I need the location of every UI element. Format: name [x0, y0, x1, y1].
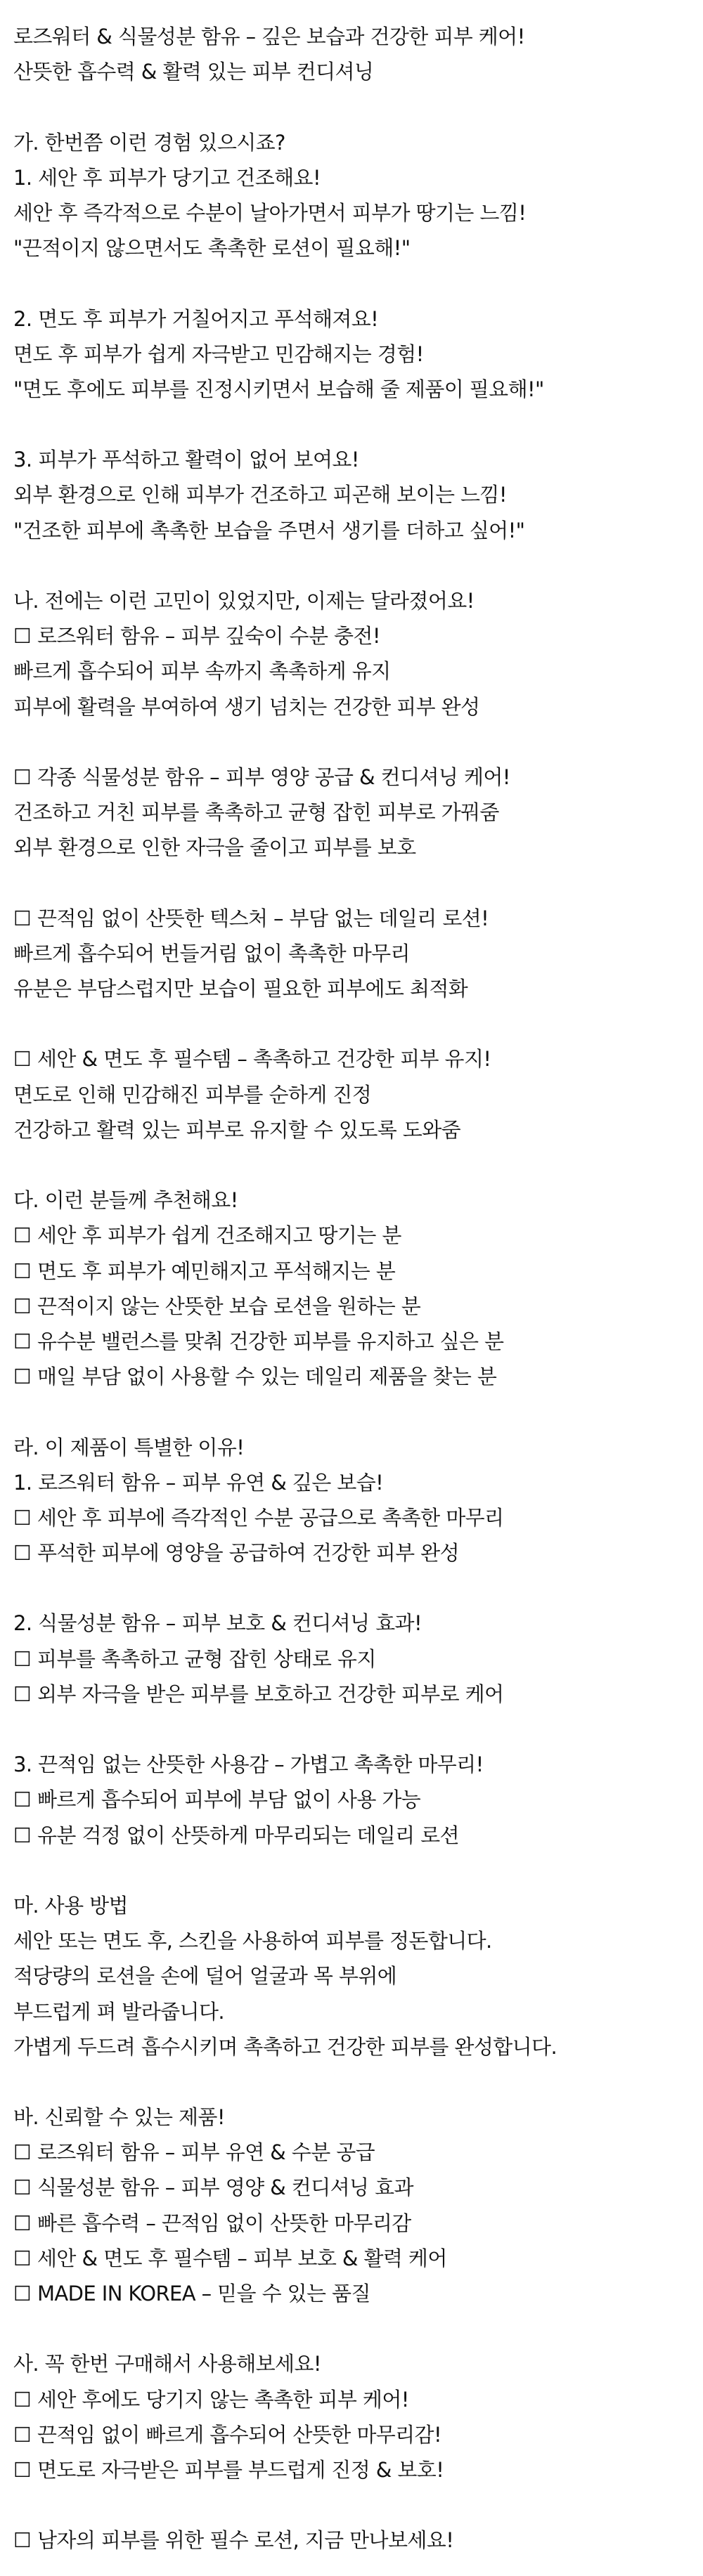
- section-heading: 라. 이 제품이 특별한 이유!: [13, 1435, 245, 1459]
- text-line: 2. 식물성분 함유 – 피부 보호 & 컨디셔닝 효과!: [13, 1611, 422, 1636]
- text-line: ☐ 빠르게 흡수되어 피부에 부담 없이 사용 가능: [13, 1788, 421, 1812]
- text-line: ☐ 세안 후 피부에 즉각적인 수분 공급으로 촉촉한 마무리: [13, 1505, 504, 1530]
- text-line: 외부 환경으로 인해 피부가 건조하고 피곤해 보이는 느낌!: [13, 483, 507, 507]
- text-line: "건조한 피부에 촉촉한 보습을 주면서 생기를 더하고 싶어!": [13, 518, 525, 542]
- section-heading: 다. 이런 분들께 추천해요!: [13, 1188, 238, 1213]
- text-line: 부드럽게 펴 발라줍니다.: [13, 1999, 224, 2024]
- text-line: 면도로 인해 민감해진 피부를 순하게 진정: [13, 1082, 372, 1107]
- text-line: 면도 후 피부가 쉽게 자극받고 민감해지는 경험!: [13, 341, 424, 366]
- text-line: ☐ MADE IN KOREA – 믿을 수 있는 품질: [13, 2282, 370, 2305]
- text-line: 빠르게 흡수되어 번들거림 없이 촉촉한 마무리: [13, 941, 410, 965]
- text-line: ☐ 로즈워터 함유 – 피부 유연 & 수분 공급: [13, 2140, 375, 2165]
- text-line: ☐ 식물성분 함유 – 피부 영양 & 컨디셔닝 효과: [13, 2175, 413, 2200]
- text-line: 로즈워터 & 식물성분 함유 – 깊은 보습과 건강한 피부 케어!: [13, 25, 525, 48]
- text-line: 피부에 활력을 부여하여 생기 넘치는 건강한 피부 완성: [13, 694, 480, 719]
- blank-line: [13, 724, 690, 760]
- text-line: ☐ 면도로 자극받은 피부를 부드럽게 진정 & 보호!: [13, 2457, 444, 2482]
- blank-line: [13, 1712, 690, 1747]
- text-line: ☐ 끈적임 없이 산뜻한 텍스처 – 부담 없는 데일리 로션!: [13, 906, 489, 930]
- text-line: 외부 환경으로 인한 자극을 줄이고 피부를 보호: [13, 835, 416, 860]
- blank-line: [13, 1006, 690, 1041]
- blank-line: [13, 866, 690, 901]
- blank-line: [13, 1570, 690, 1606]
- text-line: ☐ 로즈워터 함유 – 피부 깊숙이 수분 충전!: [13, 624, 380, 649]
- blank-line: [13, 266, 690, 301]
- blank-line: [13, 89, 690, 124]
- text-line: 가볍게 두드려 흡수시키며 촉촉하고 건강한 피부를 완성합니다.: [13, 2034, 557, 2059]
- text-line: 건강하고 활력 있는 피부로 유지할 수 있도록 도와줌: [13, 1117, 461, 1142]
- text-line: 2. 면도 후 피부가 거칠어지고 푸석해져요!: [13, 306, 379, 331]
- text-line: 산뜻한 흡수력 & 활력 있는 피부 컨디셔닝: [13, 60, 374, 84]
- text-line: 유분은 부담스럽지만 보습이 필요한 피부에도 최적화: [13, 977, 468, 1001]
- text-line: 3. 끈적임 없는 산뜻한 사용감 – 가볍고 촉촉한 마무리!: [13, 1752, 484, 1777]
- blank-line: [13, 2487, 690, 2523]
- blank-line: [13, 407, 690, 442]
- text-line: ☐ 끈적임 없이 빠르게 흡수되어 산뜻한 마무리감!: [13, 2422, 442, 2447]
- text-line: ☐ 면도 후 피부가 예민해지고 푸석해지는 분: [13, 1258, 396, 1283]
- text-line: ☐ 푸석한 피부에 영양을 공급하여 건강한 피부 완성: [13, 1541, 460, 1566]
- text-line: 3. 피부가 푸석하고 활력이 없어 보여요!: [13, 448, 359, 472]
- text-line: ☐ 빠른 흡수력 – 끈적임 없이 산뜻한 마무리감: [13, 2211, 411, 2235]
- text-line: 세안 후 즉각적으로 수분이 날아가면서 피부가 땅기는 느낌!: [13, 200, 527, 225]
- text-line: ☐ 각종 식물성분 함유 – 피부 영양 공급 & 컨디셔닝 케어!: [13, 765, 510, 789]
- section-heading: 가. 한번쯤 이런 경험 있으시죠?: [13, 130, 285, 155]
- text-line: ☐ 세안 & 면도 후 필수템 – 피부 보호 & 활력 케어: [13, 2246, 447, 2270]
- blank-line: [13, 1853, 690, 1888]
- blank-line: [13, 548, 690, 583]
- section-heading: 사. 꼭 한번 구매해서 사용해보세요!: [13, 2352, 321, 2376]
- text-line: 빠르게 흡수되어 피부 속까지 촉촉하게 유지: [13, 659, 391, 684]
- text-line: ☐ 세안 후 피부가 쉽게 건조해지고 땅기는 분: [13, 1223, 401, 1248]
- blank-line: [13, 1394, 690, 1429]
- text-line: ☐ 매일 부담 없이 사용할 수 있는 데일리 제품을 찾는 분: [13, 1365, 497, 1389]
- section-heading: 마. 사용 방법: [13, 1893, 128, 1918]
- section-heading: 바. 신뢰할 수 있는 제품!: [13, 2105, 225, 2130]
- text-line: "면도 후에도 피부를 진정시키면서 보습해 줄 제품이 필요해!": [13, 377, 544, 401]
- blank-line: [13, 2064, 690, 2100]
- text-line: ☐ 외부 자극을 받은 피부를 보호하고 건강한 피부로 케어: [13, 1681, 504, 1706]
- text-line: 적당량의 로션을 손에 덜어 얼굴과 목 부위에: [13, 1964, 397, 1989]
- text-line: 세안 또는 면도 후, 스킨을 사용하여 피부를 정돈합니다.: [13, 1929, 492, 1953]
- section-heading: 나. 전에는 이런 고민이 있었지만, 이제는 달라졌어요!: [13, 589, 475, 613]
- blank-line: [13, 1147, 690, 1183]
- text-line: "끈적이지 않으면서도 촉촉한 로션이 필요해!": [13, 236, 411, 261]
- blank-line: [13, 2311, 690, 2346]
- text-line: 1. 세안 후 피부가 당기고 건조해요!: [13, 165, 321, 190]
- text-line: ☐ 세안 & 면도 후 필수템 – 촉촉하고 건강한 피부 유지!: [13, 1047, 491, 1072]
- text-line: ☐ 유수분 밸런스를 맞춰 건강한 피부를 유지하고 싶은 분: [13, 1329, 504, 1353]
- text-line: 건조하고 거친 피부를 촉촉하고 균형 잡힌 피부로 가꿔줌: [13, 800, 499, 825]
- text-line: ☐ 끈적이지 않는 산뜻한 보습 로션을 원하는 분: [13, 1294, 421, 1318]
- text-line: 1. 로즈워터 함유 – 피부 유연 & 깊은 보습!: [13, 1470, 384, 1495]
- text-line: ☐ 남자의 피부를 위한 필수 로션, 지금 만나보세요!: [13, 2528, 454, 2553]
- text-line: ☐ 유분 걱정 없이 산뜻하게 마무리되는 데일리 로션: [13, 1823, 460, 1847]
- text-line: ☐ 피부를 촉촉하고 균형 잡힌 상태로 유지: [13, 1646, 376, 1671]
- text-line: ☐ 세안 후에도 당기지 않는 촉촉한 피부 케어!: [13, 2387, 409, 2412]
